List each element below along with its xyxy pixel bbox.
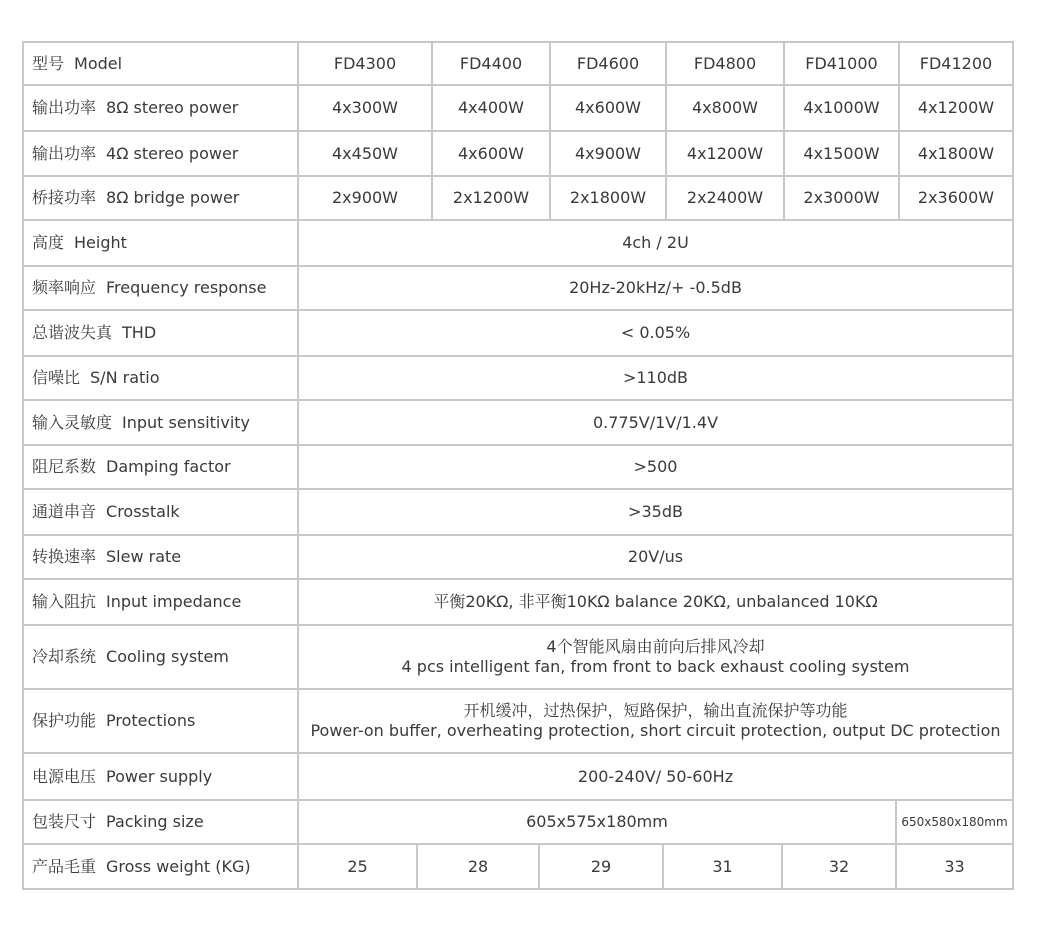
row-power4 <box>22 130 1014 175</box>
value-cell: 31 <box>662 845 781 888</box>
row-sens <box>22 399 1014 444</box>
value-cell: 2x1200W <box>431 177 549 219</box>
row-label <box>22 754 297 799</box>
row-label <box>22 132 297 175</box>
model-cell: FD4600 <box>549 43 665 84</box>
value-cell: 4x1500W <box>783 132 898 175</box>
value-cell: 20Hz-20kHz/+ -0.5dB <box>297 267 1014 309</box>
row-label <box>22 801 297 843</box>
label-en: Cooling system <box>106 647 229 666</box>
label-zh: 转换速率 <box>32 547 97 566</box>
row-label <box>22 626 297 688</box>
value-cell: 4x600W <box>431 132 549 175</box>
value-cell: 4ch / 2U <box>297 221 1014 265</box>
row-damp <box>22 444 1014 488</box>
value-cell: 4x300W <box>297 86 431 130</box>
value-cell: 200-240V/ 50-60Hz <box>297 754 1014 799</box>
label-en: Input impedance <box>106 592 242 611</box>
label-en: 4Ω stereo power <box>106 143 239 163</box>
row-packing <box>22 799 1014 843</box>
label-zh: 桥接功率 <box>32 188 97 207</box>
row-impedance <box>22 578 1014 624</box>
label-en: Model <box>74 53 123 73</box>
label-zh: 输入阻抗 <box>32 592 97 611</box>
row-cross <box>22 488 1014 534</box>
value-cell: 4x1800W <box>898 132 1014 175</box>
value-cell: 0.775V/1V/1.4V <box>297 401 1014 444</box>
row-model <box>22 41 1014 84</box>
value-cell: 650x580x180mm <box>895 801 1014 843</box>
value-cell: 605x575x180mm <box>297 801 895 843</box>
model-cell: FD41200 <box>898 43 1014 84</box>
value-line-en: Power-on buffer, overheating protection, short circuit protection, output DC protection <box>310 721 1001 740</box>
value-cell: >35dB <box>297 490 1014 534</box>
label-en: Height <box>74 233 127 252</box>
value-cell: 2x1800W <box>549 177 665 219</box>
label-zh: 包装尺寸 <box>32 812 97 831</box>
value-cell: 4x1000W <box>783 86 898 130</box>
value-cell: 33 <box>895 845 1014 888</box>
row-freq <box>22 265 1014 309</box>
row-label <box>22 177 297 219</box>
row-label <box>22 690 297 752</box>
value-cell: 4x450W <box>297 132 431 175</box>
row-label <box>22 446 297 488</box>
value-cell: 4x1200W <box>665 132 783 175</box>
row-label <box>22 401 297 444</box>
value-cell: 29 <box>538 845 662 888</box>
label-en: S/N ratio <box>90 368 160 387</box>
row-weight <box>22 843 1014 890</box>
value-cell: >500 <box>297 446 1014 488</box>
label-zh: 输出功率 <box>32 143 97 163</box>
label-en: Protections <box>106 711 196 730</box>
row-label <box>22 845 297 888</box>
value-cell: 28 <box>416 845 538 888</box>
row-label <box>22 536 297 578</box>
label-zh: 输入灵敏度 <box>32 412 113 432</box>
label-en: Power supply <box>106 766 213 786</box>
label-zh: 冷却系统 <box>32 647 97 666</box>
label-zh: 保护功能 <box>32 711 97 730</box>
row-slew <box>22 534 1014 578</box>
row-label <box>22 86 297 130</box>
value-cell: 32 <box>781 845 895 888</box>
label-en: Crosstalk <box>106 502 180 521</box>
row-label <box>22 580 297 624</box>
row-bridge <box>22 175 1014 219</box>
label-zh: 通道串音 <box>32 502 97 521</box>
row-label <box>22 357 297 399</box>
label-en: Packing size <box>106 812 204 831</box>
row-label <box>22 267 297 309</box>
label-zh: 信噪比 <box>32 368 81 387</box>
label-en: Damping factor <box>106 457 231 476</box>
row-label <box>22 221 297 265</box>
value-cell: 2x3600W <box>898 177 1014 219</box>
value-cell: 4x1200W <box>898 86 1014 130</box>
row-label <box>22 490 297 534</box>
label-en: Slew rate <box>106 547 182 566</box>
label-zh: 产品毛重 <box>32 856 97 876</box>
model-cell: FD4300 <box>297 43 431 84</box>
row-power-supply <box>22 752 1014 799</box>
spec-table <box>22 41 1014 890</box>
value-cell: >110dB <box>297 357 1014 399</box>
value-line-en: 4 pcs intelligent fan, from front to back exhaust cooling system <box>401 657 910 676</box>
label-zh: 输出功率 <box>32 98 97 117</box>
value-cell: 20V/us <box>297 536 1014 578</box>
row-label <box>22 43 297 84</box>
value-cell: 2x900W <box>297 177 431 219</box>
value-cell: 2x3000W <box>783 177 898 219</box>
label-en: THD <box>122 323 157 342</box>
value-cell: 2x2400W <box>665 177 783 219</box>
row-cooling <box>22 624 1014 688</box>
label-en: 8Ω stereo power <box>106 98 239 117</box>
value-cell <box>297 626 1014 688</box>
value-cell: 4x900W <box>549 132 665 175</box>
row-thd <box>22 309 1014 355</box>
label-zh: 频率响应 <box>32 278 97 297</box>
label-zh: 电源电压 <box>32 766 97 786</box>
label-en: 8Ω bridge power <box>106 188 240 207</box>
value-line-zh: 开机缓冲，过热保护，短路保护，输出直流保护等功能 <box>463 701 848 720</box>
value-line-zh: 4个智能风扇由前向后排风冷却 <box>546 637 765 656</box>
model-cell: FD41000 <box>783 43 898 84</box>
value-cell: 平衡20KΩ, 非平衡10KΩ balance 20KΩ, unbalanced 10KΩ <box>297 580 1014 624</box>
label-en: Frequency response <box>106 278 267 297</box>
row-protections <box>22 688 1014 752</box>
row-height <box>22 219 1014 265</box>
label-zh: 阻尼系数 <box>32 457 97 476</box>
model-cell: FD4800 <box>665 43 783 84</box>
row-power8 <box>22 84 1014 130</box>
model-cell: FD4400 <box>431 43 549 84</box>
value-cell <box>297 690 1014 752</box>
value-cell: 25 <box>297 845 416 888</box>
row-snr <box>22 355 1014 399</box>
label-zh: 总谐波失真 <box>32 323 113 342</box>
label-zh: 型号 <box>32 53 65 73</box>
value-cell: 4x600W <box>549 86 665 130</box>
value-cell: 4x800W <box>665 86 783 130</box>
label-en: Gross weight (KG) <box>106 856 251 876</box>
value-cell: 4x400W <box>431 86 549 130</box>
value-cell: < 0.05% <box>297 311 1014 355</box>
label-en: Input sensitivity <box>122 412 251 432</box>
label-zh: 高度 <box>32 233 65 252</box>
row-label <box>22 311 297 355</box>
